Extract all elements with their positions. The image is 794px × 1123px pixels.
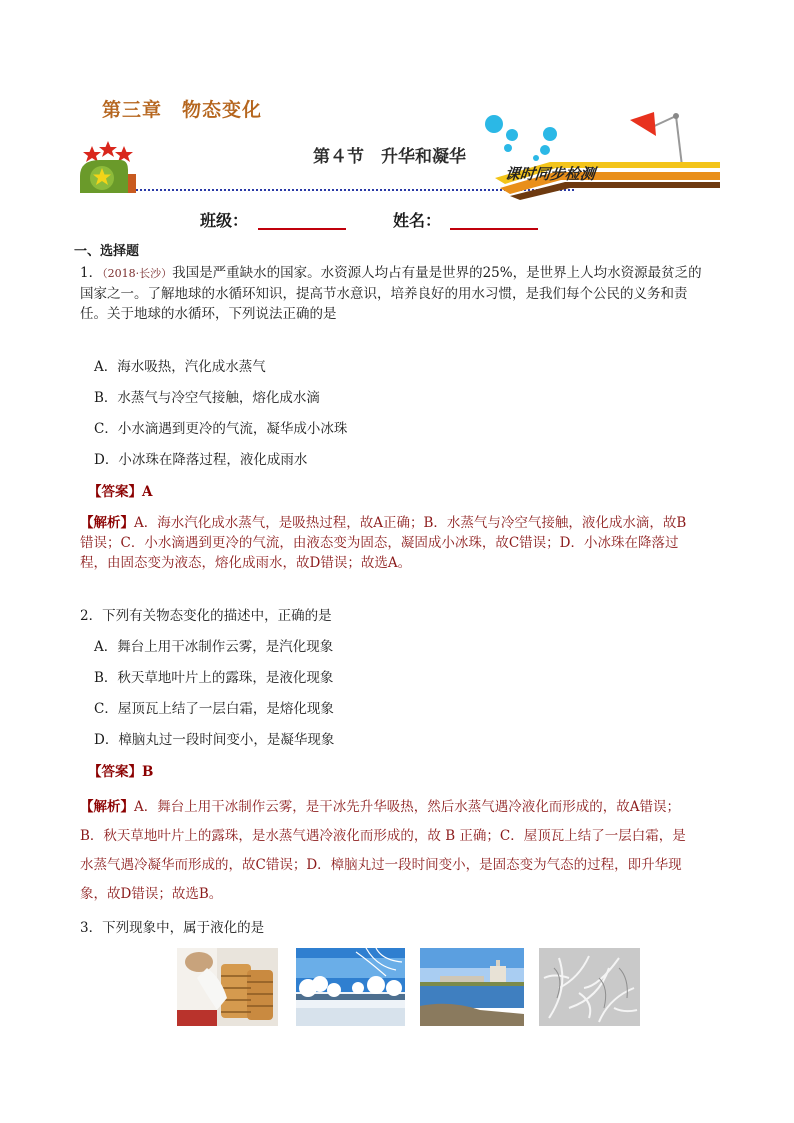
question-line: 我国是严重缺水的国家。水资源人均占有量是世界的25%，是世界上人均水资源最贫乏的 <box>172 265 702 281</box>
question-line: 国家之一。了解地球的水循环知识，提高节水意识，培养良好的用水习惯，是我们每个公民的义务和责 <box>80 286 688 302</box>
explanation-line: 程，由固态变为液态，熔化成雨水，故D错误；故选A。 <box>80 555 412 571</box>
question-number: 3． <box>80 920 103 936</box>
option-c: C．屋顶瓦上结了一层白霜，是熔化现象 <box>94 701 334 717</box>
option-d: D．小冰珠在降落过程，液化成雨水 <box>94 452 308 468</box>
option-a: A．舞台上用干冰制作云雾，是汽化现象 <box>94 639 334 655</box>
frost-pattern-photo <box>539 948 640 1026</box>
explanation-2 <box>80 793 730 909</box>
option-c: C．小水滴遇到更冷的气流，凝华成小冰珠 <box>94 421 348 437</box>
option-b: B．秋天草地叶片上的露珠，是液化现象 <box>94 670 334 686</box>
bubble-decor <box>485 115 557 161</box>
section-type-heading: 一、选择题 <box>74 244 140 259</box>
desk-lamp-icon <box>630 112 682 166</box>
section-title: 第４节 升华和凝华 <box>313 147 466 167</box>
frost-trees-photo <box>296 948 405 1026</box>
question-3 <box>80 918 725 938</box>
answer-label: 【答案】 <box>88 764 142 780</box>
explanation-line: 水蒸气遇冷凝华而形成的，故C错误；D．樟脑丸过一段时间变小，是固态变为气态的过程，即升华现 <box>80 857 682 873</box>
red-star-icons <box>83 141 133 162</box>
question-source: （2018·长沙） <box>102 267 173 280</box>
explanation-line: B．秋天草地叶片上的露珠，是水蒸气遇冷液化而形成的，故 B 正确；C．屋顶瓦上结了一层白霜，是 <box>80 828 686 844</box>
question-number: 1． <box>80 265 103 281</box>
question-number: 2． <box>80 608 103 624</box>
class-blank[interactable] <box>258 228 346 230</box>
explanation-line: 象，故D错误；故选B。 <box>80 886 223 902</box>
explanation-line: A．舞台上用干冰制作云雾，是干冰先升华吸热，然后水蒸气遇冷液化而形成的，故A错误； <box>134 799 680 815</box>
explanation-label: 【解析】 <box>80 515 134 531</box>
answer-1 <box>88 482 152 502</box>
banner-label: 课时同步检测 <box>504 165 596 183</box>
question-1 <box>80 263 725 324</box>
explanation-1 <box>80 513 730 573</box>
option-a: A．海水吸热，汽化成水蒸气 <box>94 359 266 375</box>
steamer-photo <box>177 948 278 1026</box>
class-label: 班级： <box>200 211 249 230</box>
question-2 <box>80 606 725 626</box>
answer-value: B <box>142 764 154 780</box>
question-line: 任。关于地球的水循环，下列说法正确的是 <box>80 306 337 322</box>
name-blank[interactable] <box>450 228 538 230</box>
name-label: 姓名： <box>393 211 442 230</box>
chapter-title: 第三章 物态变化 <box>102 99 263 121</box>
question-line: 下列有关物态变化的描述中，正确的是 <box>102 608 332 624</box>
option-b: B．水蒸气与冷空气接触，熔化成水滴 <box>94 390 320 406</box>
explanation-line: A．海水汽化成水蒸气，是吸热过程，故A正确；B．水蒸气与冷空气接触，液化成水滴，故B <box>134 515 687 531</box>
question-line: 下列现象中，属于液化的是 <box>102 920 265 936</box>
explanation-line: 错误；C．小水滴遇到更冷的气流，由液态变为固态，凝固成小冰珠，故C错误；D．小冰珠在降落过 <box>80 535 679 551</box>
explanation-label: 【解析】 <box>80 799 134 815</box>
answer-value: A <box>142 484 153 500</box>
option-d: D．樟脑丸过一段时间变小，是凝华现象 <box>94 732 335 748</box>
answer-2 <box>88 762 153 782</box>
answer-label: 【答案】 <box>88 484 142 500</box>
lake-photo <box>420 948 524 1026</box>
